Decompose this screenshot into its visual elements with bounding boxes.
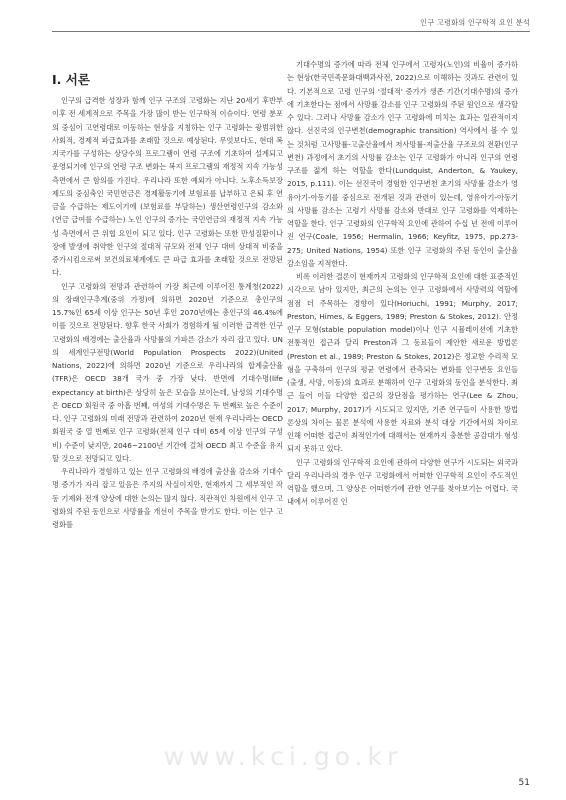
- left-column: [52, 94, 283, 531]
- watermark: www.kci.go.kr: [163, 742, 403, 771]
- header-rule: [52, 31, 530, 32]
- paragraph: 우리나라가 경험하고 있는 인구 고령화의 배경에 출산율 감소와 기대수명 증가가 자리 잡고 있음은 주지의 사실이지만, 현재까지 그 세부적인 작동 기제와 전개 양상에 대한 논의는 많지 않다. 직관적인 차원에서 인구 고령화의 주된 동인으로 사망률을 개선이 주목을 받기도 한다. 이는 인구 고령화를: [52, 467, 283, 529]
- section-title: Ⅰ. 서론: [52, 72, 90, 87]
- page-number: 51: [518, 778, 530, 788]
- right-column: [287, 58, 518, 509]
- paragraph: 인구의 급격한 성장과 함께 인구 구조의 고령화는 지난 20세기 후반부 이후 전 세계적으로 주목을 가장 많이 받는 인구학적 이슈이다. 연령 분포의 중심이 고연령대로 이동하는 현상을 지칭하는 인구 고령화는 광범위한 사회적, 경제적 파급효과를 초래할 것으로 예상된다. 무엇보다도, 현대 복지국가를 구성하는 상당수의 프로그램이 연령 구조에 기초하여 설계되고 운영되기에 인구의 연령 구조 변화는 복지 프로그램의 재정적 지속 가능성 측면에서 큰 함의를 가진다. 우리나라 또한 예외가 아니다. 노후소득보장제도의 중심축인 국민연금은 경제활동기에 보험료를 납부하고 은퇴 후 연금을 수급하는 제도이기에 (보험료를 부담하는) 생산연령인구의 감소와 (연금 급여를 수급하는) 노인 인구의 증가는 국민연금의 재정적 지속 가능성 측면에서 큰 위협 요인이 되고 있다. 인구 고령화는 또한 만성질환이나 장애 발생에 취약한 인구의 절대적 규모와 전체 인구 대비 상대적 비중을 증가시킴으로써 보건의료체계에도 큰 파급 효과를 초래할 것으로 전망된다.: [52, 96, 283, 278]
- paragraph: 기대수명의 증가에 따라 전체 인구에서 고령자(노인)의 비율이 증가하는 현상(한국민족문화대백과사전, 2022)으로 이해하는 것과도 관련이 있다. 기본적으로 고령 인구의 '절대적' 증가가 생존 기간(기대수명)의 증가에 기초한다는 점에서 사망률 감소를 인구 고령화의 주된 원인으로 생각할 수 있다. 그러나 사망률 감소가 인구 고령화에 미치는 효과는 일관적이지 않다. 선진국의 인구변천(demographic transition) 역사에서 볼 수 있는 것처럼 고사망률-고출산율에서 저사망률-저출산율 구조로의 전환(인구변천) 과정에서 초기의 사망률 감소는 인구 고령화가 아니라 인구의 연령 구조를 젊게 하는 역할을 한다(Lundquist, Anderton, & Yaukey, 2015, p.111). 이는 선진국이 경험한 인구변천 초기의 사망률 감소가 영유아기-아동기를 중심으로 전개된 것과 관련이 있는데, 영유아기-아동기의 사망률 감소는 고령기 사망률 감소와 반대로 인구 고령화를 억제하는 역할을 한다. 인구 고령화의 인구학적 요인에 관하여 수십 년 전에 이루어진 연구(Coale, 1956; Hermalin, 1966; Keyfitz, 1975, pp.273-275; United Nations, 1954) 또한 인구 고령화의 주된 동인이 출산율 감소임을 지적한다.: [287, 60, 518, 268]
- paragraph: 인구 고령화의 전망과 관련하여 가장 최근에 이루어진 통계청(2022)의 장래인구추계(중위 가정)에 의하면 2020년 기준으로 총인구의 15.7%인 65세 이상 인구는 50년 후인 2070년에는 총인구의 46.4%에 이를 것으로 전망된다. 향후 한국 사회가 경험하게 될 이러한 급격한 인구 고령화의 배경에는 출산율과 사망률의 가파른 감소가 자리 잡고 있다. UN의 세계인구전망(World Population Prospects 2022)(United Nations, 2022)에 의하면 2020년 기준으로 우리나라의 합계출산율(TFR)은 OECD 38개 국가 중 가장 낮다. 반면에 기대수명(life expectancy at birth)은 상당히 높은 모습을 보이는데, 남성의 기대수명은 OECD 회원국 중 아홉 번째, 여성의 기대수명은 두 번째로 높은 수준이다. 인구 고령화의 미래 전망과 관련하여 2020년 현재 우리나라는 OECD 회원국 중 열 번째로 인구 고령화(전체 인구 대비 65세 이상 인구의 구성비) 수준이 낮지만, 2046~2100년 기간에 걸쳐 OECD 최고 수준을 유지할 것으로 전망되고 있다.: [52, 281, 283, 463]
- running-title: 인구 고령화의 인구학적 요인 분석: [420, 18, 530, 27]
- paragraph: 비록 이러한 결론이 현재까지 고령화의 인구학적 요인에 대한 표준적인 시각으로 남아 있지만, 최근의 논의는 인구 고령화에서 사망력의 역할에 점점 더 주목하는 경향이 있다(Horiuchi, 1991; Murphy, 2017; Preston, Himes, & Eggers, 1989; Preston & Stokes, 2012). 안정인구 모형(stable population model)이나 인구 시뮬레이션에 기초한 전통적인 접근과 달리 Preston과 그 동료들이 제안한 새로운 방법론(Preston et al., 1989; Preston & Stokes, 2012)은 정교한 수리적 모형을 구축하여 인구의 평균 연령에서 관측되는 변화를 인구변동 요인들(출생, 사망, 이동)의 효과로 분해하여 인구 고령화의 동인을 분석한다. 최근 들어 이들 다양한 접근의 장단점을 평가하는 연구(Lee & Zhou, 2017; Murphy, 2017)가 시도되고 있지만, 기존 연구들이 사용한 방법론상의 차이는 물론 분석에 사용한 자료와 분석 대상 기간에서의 차이로 인해 어떠한 접근이 최적인가에 대해서는 현재까지 충분한 공감대가 형성되지 못하고 있다.: [287, 272, 518, 454]
- paragraph: 인구 고령화의 인구학적 요인에 관하여 다양한 연구가 시도되는 외국과 달리 우리나라의 경우 인구 고령화에서 어떠한 인구학적 요인이 주도적인 역할을 했으며, 그 양상은 어떠한가에 관한 연구를 찾아보기는 어렵다. 국내에서 이루어진 인: [287, 457, 518, 507]
